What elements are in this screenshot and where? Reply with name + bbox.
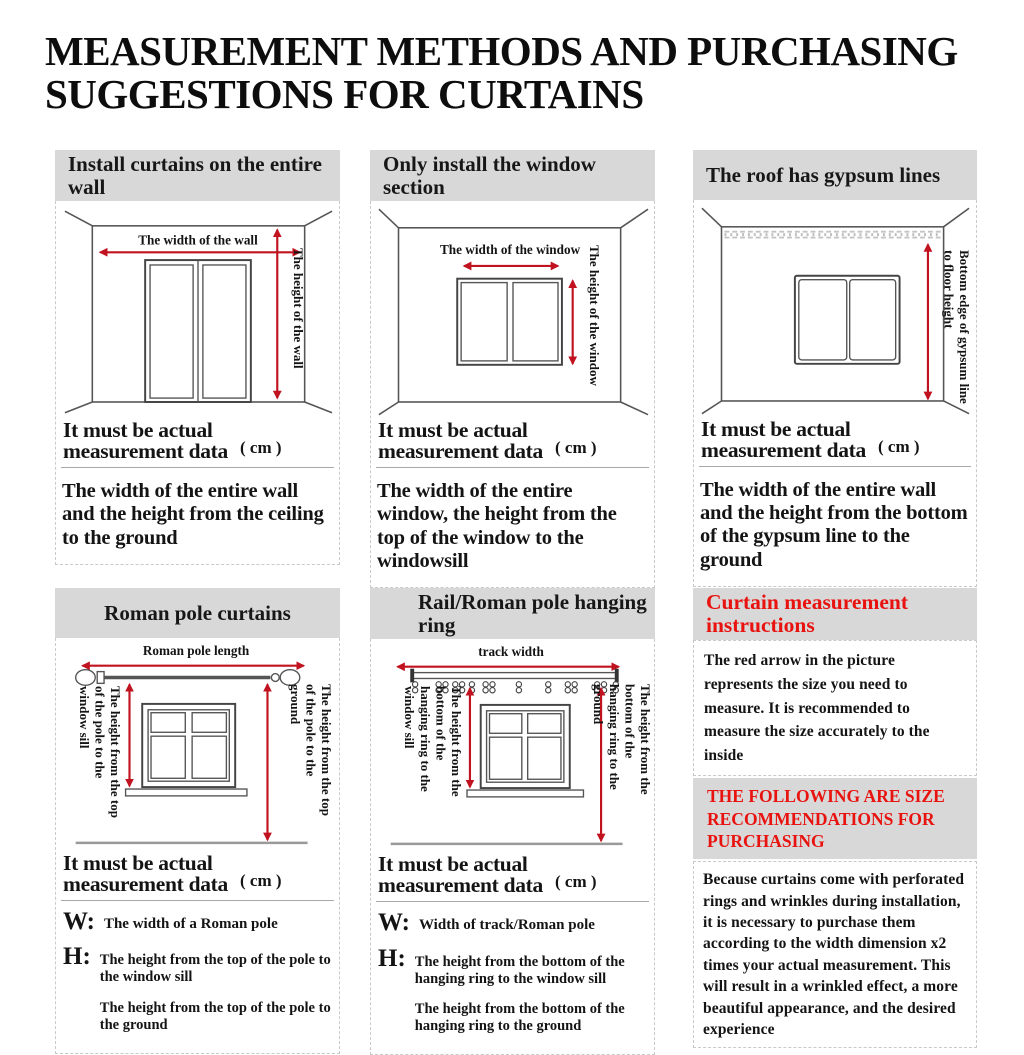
must-row <box>376 419 649 466</box>
must-line2: measurement data <box>63 439 228 464</box>
gypsum-line-strip <box>724 232 941 238</box>
height-definition-row <box>378 944 647 1035</box>
track-width-label: track width <box>478 644 544 660</box>
pole-to-ground-label: The height from the top of the pole to the ground <box>287 684 334 816</box>
divider <box>699 466 971 467</box>
must-row <box>61 419 334 466</box>
must-line1: It must be actual <box>378 418 528 443</box>
panel-gypsum-lines-body <box>693 200 977 587</box>
panel-window-section-description: The width of the entire window, the height from the top of the window to the windowsill <box>377 480 617 573</box>
ring-to-ground-label: The height from the bottom of the hanging ring to the ground <box>591 684 653 795</box>
unit-cm: ( cm ) <box>878 436 920 456</box>
panel-roman-pole <box>55 588 340 1054</box>
panel-entire-wall-header: Install curtains on the entire wall <box>55 150 340 201</box>
panel-gypsum-lines-header: The roof has gypsum lines <box>693 150 977 200</box>
height-of-window-label: The height of the window <box>587 245 602 386</box>
roman-pole-length-label: Roman pole length <box>142 642 250 658</box>
purchasing-advice-text: Because curtains come with perforated rings and wrinkles during installation, it is necessary to purchase them according to the width dimension x2 times your actual measurement. This will result in a wrinkled effect, a more beautiful appearance, and the desired experience <box>693 861 977 1048</box>
must-line1: It must be actual <box>63 851 213 875</box>
curtain-rail <box>410 669 618 683</box>
must-line2: measurement data <box>701 437 866 462</box>
must-line2: measurement data <box>378 873 543 898</box>
width-definition-row <box>63 907 332 935</box>
w-text: The width of a Roman pole <box>103 915 278 932</box>
must-row <box>376 853 649 900</box>
window-section-diagram <box>376 201 650 419</box>
must-row <box>699 418 971 465</box>
width-of-window-label: The width of the window <box>440 242 581 258</box>
divider <box>376 467 649 468</box>
h-key: H: <box>63 943 91 971</box>
panel-gypsum-lines-description: The width of the entire wall and the height from the bottom of the gypsum line to the ground <box>700 478 968 571</box>
panel-window-section-body <box>370 201 655 588</box>
height-of-wall-label: The height of the wall <box>291 248 306 369</box>
page-title <box>45 30 958 115</box>
height-definition-row <box>63 943 332 1033</box>
unit-cm: ( cm ) <box>240 438 282 458</box>
panel-window-section-header: Only install the window section <box>370 150 655 201</box>
window <box>467 705 583 797</box>
gypsum-line-diagram <box>699 200 971 418</box>
h-text-2: The height from the bottom of the hanging ring to the ground <box>414 1000 625 1035</box>
roman-pole <box>76 670 300 686</box>
w-key: W: <box>63 907 95 935</box>
h-text-1: The height from the bottom of the hanging ring to the window sill <box>414 953 625 987</box>
w-key: W: <box>378 909 410 937</box>
panel-instructions-header: Curtain measurement instructions <box>693 588 977 640</box>
width-definition-row <box>378 909 647 937</box>
must-line1: It must be actual <box>701 417 851 441</box>
page-title-line2: SUGGESTIONS FOR CURTAINS <box>45 70 644 117</box>
ring-to-sill-label: The height from the bottom of the hanging ring to the window sill <box>402 686 464 797</box>
h-text-2: The height from the top of the pole to the ground <box>99 999 331 1033</box>
divider <box>61 900 334 901</box>
divider <box>61 467 334 468</box>
panel-window-section <box>370 150 655 588</box>
must-line2: measurement data <box>378 439 543 464</box>
window <box>457 279 562 365</box>
pole-to-sill-label: The height from the top of the pole to the window sill <box>76 686 123 818</box>
h-key: H: <box>378 944 406 972</box>
gypsum-height-label: Bottom edge of gypsum line to floor height <box>941 250 972 404</box>
must-row <box>61 852 334 899</box>
double-door <box>145 260 251 402</box>
h-text-1: The height from the top of the pole to the window sill <box>99 952 331 986</box>
width-of-wall-label: The width of the wall <box>138 232 258 248</box>
size-recommendation-heading: THE FOLLOWING ARE SIZE RECOMMENDATIONS FOR PURCHASING <box>693 778 977 859</box>
panel-instructions <box>693 588 977 1048</box>
unit-cm: ( cm ) <box>555 872 597 892</box>
window <box>126 704 247 796</box>
w-text: Width of track/Roman pole <box>418 917 595 934</box>
window <box>795 276 900 364</box>
panel-entire-wall <box>55 150 340 565</box>
panel-entire-wall-description: The width of the entire wall and the height from the ceiling to the ground <box>62 480 324 549</box>
must-line1: It must be actual <box>378 852 528 877</box>
must-line2: measurement data <box>63 871 228 896</box>
instructions-intro: The red arrow in the picture represents the size you need to measure. It is recommended to measure the size accurately to the inside <box>693 640 977 776</box>
page-title-line1: MEASUREMENT METHODS AND PURCHASING <box>45 28 958 74</box>
must-line1: It must be actual <box>63 418 213 443</box>
panel-gypsum-lines <box>693 150 977 587</box>
panel-rail-hanging-ring-header: Rail/Roman pole hanging ring <box>370 588 655 639</box>
divider <box>376 901 649 902</box>
unit-cm: ( cm ) <box>240 870 282 890</box>
panel-rail-hanging-ring <box>370 588 655 1055</box>
unit-cm: ( cm ) <box>555 438 597 458</box>
panel-roman-pole-header: Roman pole curtains <box>55 588 340 638</box>
